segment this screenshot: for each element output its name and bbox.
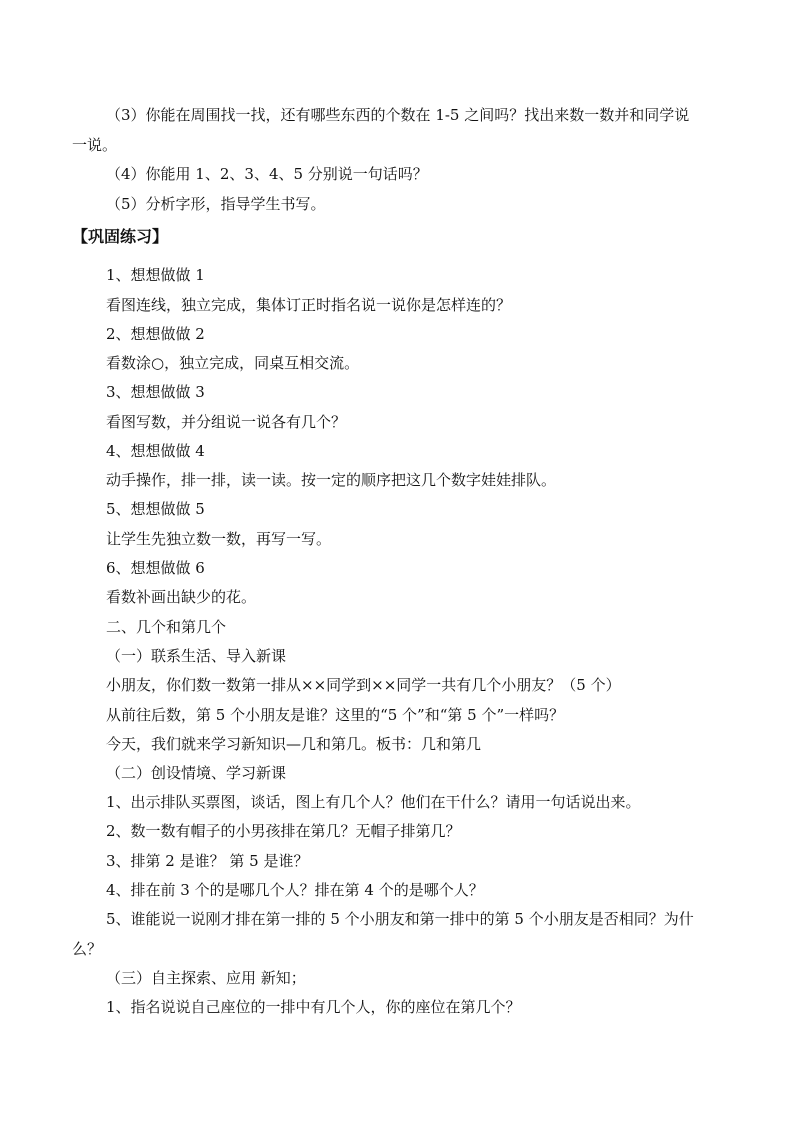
text-line-q3-cont: 一说。	[72, 136, 118, 154]
text-line-subsection-3: （三）自主探索、应用 新知；	[106, 969, 306, 987]
text-line-exercise-3-desc: 看图写数，并分组说一说各有几个？	[106, 413, 347, 431]
text-line-part-two-title: 二、几个和第几个	[106, 618, 227, 636]
text-line-subsection-1: （一）联系生活、导入新课	[106, 647, 287, 665]
text-line-exercise-4-desc: 动手操作，排一排，读一读。按一定的顺序把这几个数字娃娃排队。	[106, 471, 557, 489]
text-line-intro-question: 小朋友，你们数一数第一排从××同学到××同学一共有几个小朋友？（5 个）	[106, 676, 621, 694]
text-line-item-5-cont: 么？	[72, 940, 103, 958]
text-line-item-1: 1、出示排队买票图，谈话，图上有几个人？他们在干什么？请用一句话说出来。	[106, 793, 641, 811]
text-line-exercise-2: 2、想想做做 2	[106, 325, 205, 343]
text-line-q4: （4）你能用 1、2、3、4、5 分别说一句话吗？	[106, 165, 428, 183]
text-line-exercise-3: 3、想想做做 3	[106, 383, 205, 401]
text-line-exercise-2-desc: 看数涂○，独立完成，同桌互相交流。	[106, 354, 360, 372]
text-line-explore-1: 1、指名说说自己座位的一排中有几个人，你的座位在第几个？	[106, 998, 521, 1016]
text-line-blackboard: 今天，我们就来学习新知识—几和第几。板书：几和第几	[106, 735, 482, 753]
text-line-item-2: 2、数一数有帽子的小男孩排在第几？无帽子排第几？	[106, 822, 461, 840]
text-line-exercise-5: 5、想想做做 5	[106, 500, 205, 518]
text-line-intro-question-2: 从前往后数，第 5 个小朋友是谁？这里的“5 个”和“第 5 个”一样吗？	[106, 706, 565, 724]
text-line-exercise-1: 1、想想做做 1	[106, 266, 205, 284]
text-line-exercise-6-desc: 看数补画出缺少的花。	[106, 588, 257, 606]
section-heading-practice: 【巩固练习】	[72, 227, 169, 246]
text-line-item-4: 4、排在前 3 个的是哪几个人？排在第 4 个的是哪个人？	[106, 881, 484, 899]
text-line-q5: （5）分析字形，指导学生书写。	[106, 195, 326, 213]
text-line-exercise-4: 4、想想做做 4	[106, 442, 205, 460]
text-line-q3: （3）你能在周围找一找，还有哪些东西的个数在 1-5 之间吗？找出来数一数并和同学说	[106, 106, 690, 124]
text-line-item-3: 3、排第 2 是谁？ 第 5 是谁？	[106, 852, 309, 870]
text-line-exercise-1-desc: 看图连线，独立完成，集体订正时指名说一说你是怎样连的？	[106, 296, 512, 314]
text-line-exercise-6: 6、想想做做 6	[106, 559, 205, 577]
text-line-item-5: 5、谁能说一说刚才排在第一排的 5 个小朋友和第一排中的第 5 个小朋友是否相同？为什	[106, 910, 694, 928]
text-line-exercise-5-desc: 让学生先独立数一数，再写一写。	[106, 530, 332, 548]
text-line-subsection-2: （二）创设情境、学习新课	[106, 764, 287, 782]
